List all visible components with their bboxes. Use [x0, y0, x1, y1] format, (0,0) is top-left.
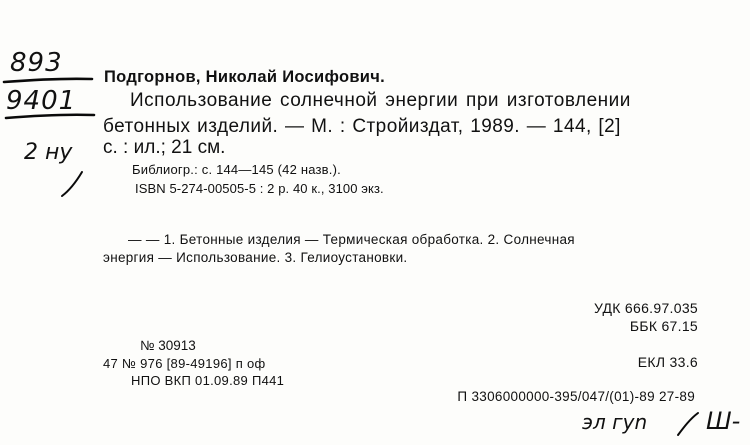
- title-line-1: Использование солнечной энергии при изготовлении: [130, 90, 631, 111]
- author-heading: Подгорнов, Николай Иосифович.: [104, 68, 386, 86]
- bibliography-note: Библиогр.: с. 144—145 (42 назв.).: [132, 162, 341, 177]
- bbk-code: ББК 67.15: [629, 318, 698, 334]
- handwritten-shelf-number-top: 893: [10, 48, 63, 78]
- isbn-line: ISBN 5-274-00505-5 : 2 р. 40 к., 3100 экз.: [135, 181, 384, 196]
- handwritten-note: 2 ну: [24, 140, 73, 165]
- title-line-2: бетонных изделий. — М. : Стройиздат, 1989. — 144, [2]: [103, 116, 621, 137]
- order-number: № 30913: [140, 338, 196, 353]
- npo-line: НПО ВКП 01.09.89 П441: [131, 373, 285, 388]
- subjects-line-1: — — 1. Бетонные изделия — Термическая обработка. 2. Солнечная: [128, 232, 575, 247]
- udk-code: УДК 666.97.035: [593, 300, 698, 316]
- handwritten-signature: эл гуn: [582, 410, 648, 434]
- publisher-index: П 3306000000-395/047/(01)-89 27-89: [457, 389, 695, 404]
- print-info: 47 № 976 [89-49196] п оф: [103, 356, 266, 371]
- subjects-line-2: энергия — Использование. 3. Гелиоустановки.: [103, 250, 408, 265]
- ekl-code: ЕКЛ 33.6: [637, 354, 698, 370]
- title-line-3: с. : ил.; 21 см.: [103, 137, 226, 158]
- handwritten-code: Ш-: [706, 407, 741, 435]
- handwritten-shelf-number-bottom: 9401: [6, 86, 77, 116]
